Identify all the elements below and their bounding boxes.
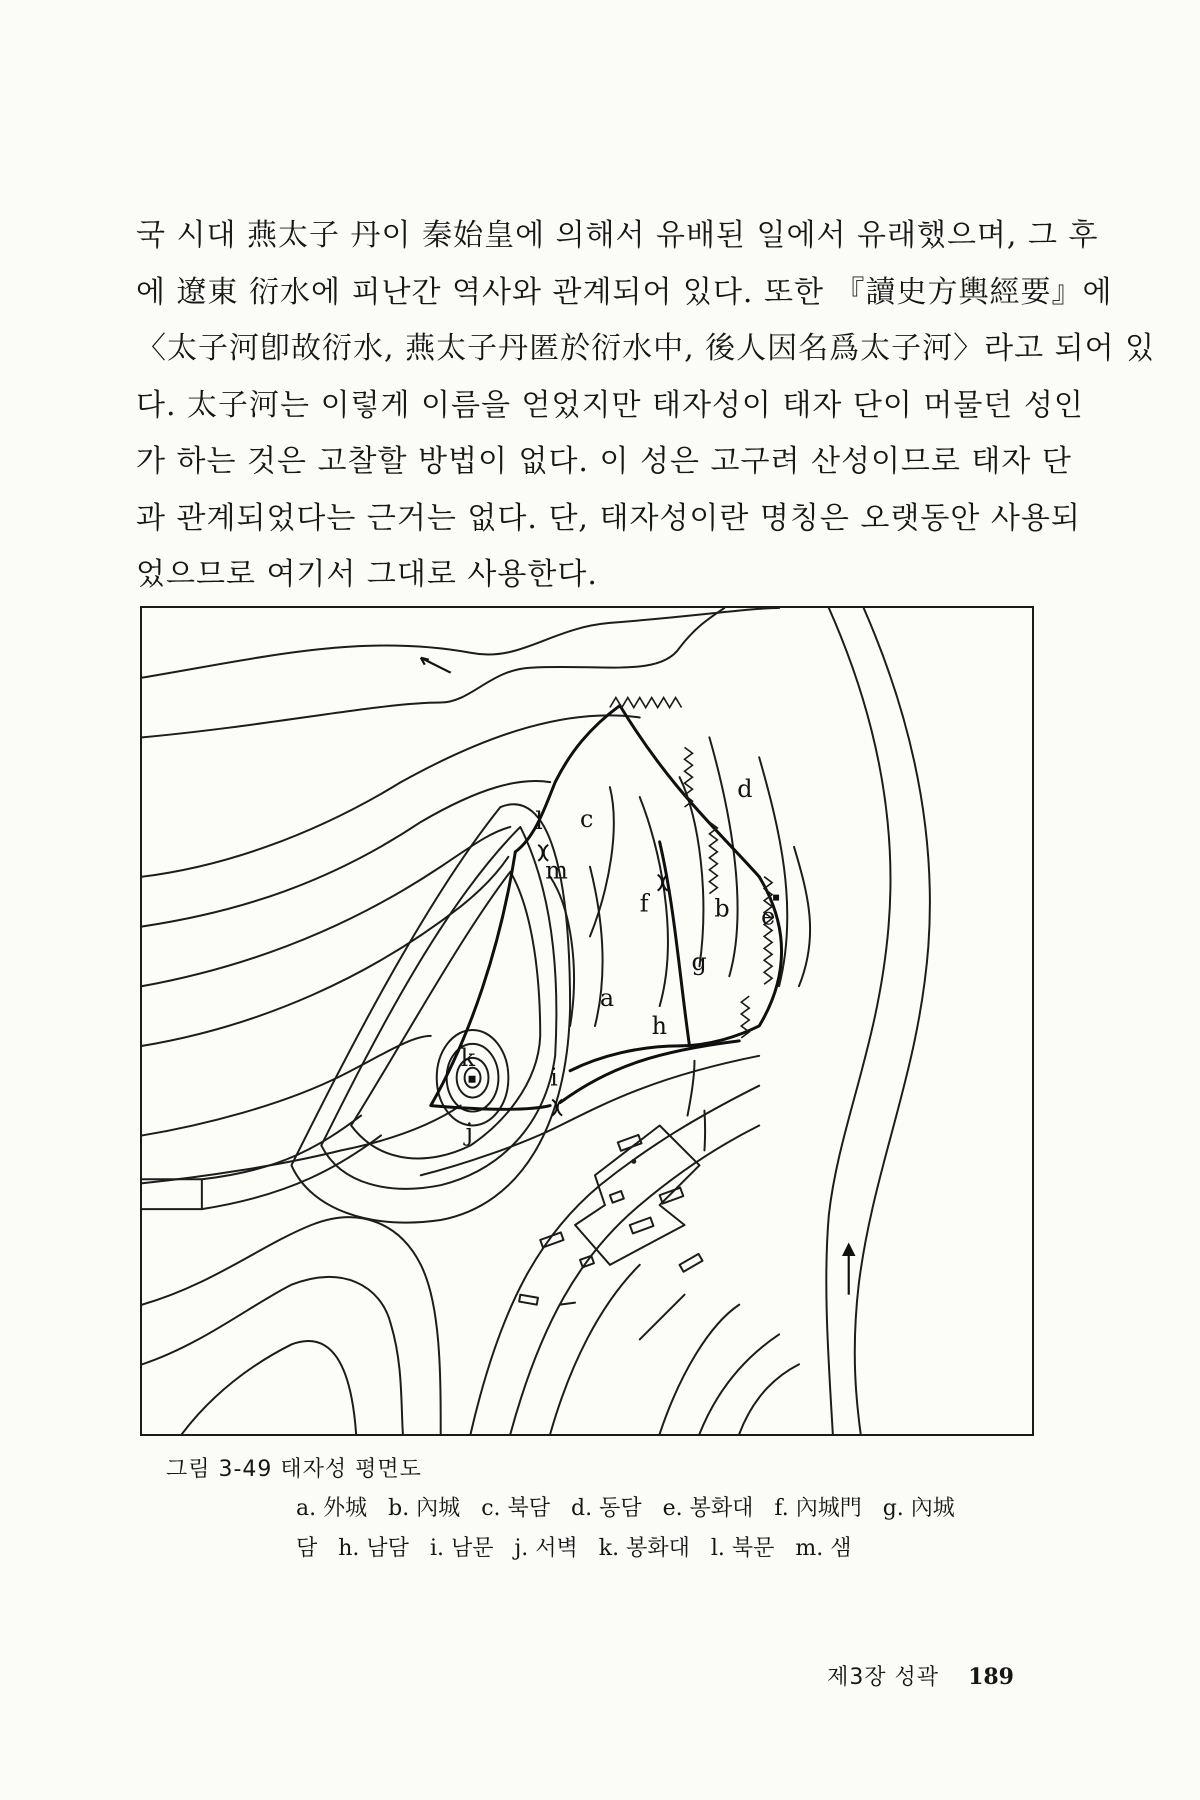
text-line: 다. 太子河는 이렇게 이름을 얻었지만 태자성이 태자 단이 머물던 성인 (136, 387, 1084, 423)
legend-item: h. 남담 (338, 1536, 409, 1561)
legend-item: j. 서벽 (514, 1536, 578, 1561)
legend-item: d. 동담 (571, 1496, 642, 1521)
legend-item: b. 內城 (388, 1496, 461, 1521)
body-paragraph (136, 208, 1156, 604)
map-label-f: f (639, 889, 649, 918)
map-label-g: g (691, 948, 707, 977)
figure-legend (296, 1489, 1016, 1569)
map-label-a: a (599, 984, 615, 1013)
figure-caption-title: 그림 3-49 태자성 평면도 (166, 1457, 422, 1482)
map-label-k: k (460, 1043, 476, 1072)
outer-wall-south (560, 1041, 739, 1103)
text-line: 었으므로 여기서 그대로 사용한다. (136, 557, 598, 592)
text-line: 가 하는 것은 고찰할 방법이 없다. 이 성은 고구려 산성이므로 태자 단 (136, 444, 1072, 479)
map-label-i: i (550, 1063, 558, 1092)
beacon-k-marker (469, 1076, 476, 1083)
beacon-e-marker (773, 895, 779, 901)
text-line: 에 遼東 衍水에 피난간 역사와 관계되어 있다. 또한 『讀史方輿經要』에 (136, 274, 1113, 310)
map-label-m: m (545, 856, 568, 885)
map-label-l: l (535, 806, 543, 835)
legend-row (296, 1529, 1016, 1569)
contour-map-svg (142, 608, 1032, 1434)
fortress-plan-map (140, 606, 1034, 1436)
legend-item: g. 內城 (882, 1496, 955, 1521)
map-label-j: j (465, 1118, 473, 1147)
text-line: 〈太子河卽故衍水, 燕太子丹匿於衍水中, 後人因名爲太子河〉라고 되어 있 (136, 331, 1156, 366)
chapter-title: 제3장 성곽 (827, 1665, 940, 1690)
legend-item: a. 外城 (296, 1496, 368, 1521)
legend-item: m. 샘 (795, 1536, 852, 1561)
map-label-e: e (761, 902, 776, 931)
map-label-d: d (737, 775, 753, 804)
inner-wall-east (620, 706, 782, 1046)
legend-row (296, 1489, 1016, 1529)
legend-item: c. 북담 (481, 1496, 550, 1521)
text-line: 국 시대 燕太子 丹이 秦始皇에 의해서 유배된 일에서 유래했으며, 그 후 (136, 218, 1099, 253)
legend-item: k. 봉화대 (598, 1536, 690, 1561)
legend-item: i. 남문 (429, 1536, 494, 1561)
legend-item: e. 봉화대 (662, 1496, 754, 1521)
legend-item: l. 북문 (710, 1536, 775, 1561)
text-line: 과 관계되었다는 근거는 없다. 단, 태자성이란 명칭은 오랫동안 사용되 (136, 500, 1081, 536)
map-label-b: b (714, 894, 730, 923)
river-east-inner (826, 608, 890, 1434)
legend-item: f. 內城門 (774, 1496, 862, 1521)
page-footer (827, 1660, 1014, 1691)
map-label-h: h (651, 1011, 668, 1040)
page-number: 189 (968, 1664, 1014, 1690)
map-label-c: c (580, 804, 594, 833)
legend-item: 담 (296, 1536, 318, 1561)
river-east-outer (855, 608, 930, 1434)
